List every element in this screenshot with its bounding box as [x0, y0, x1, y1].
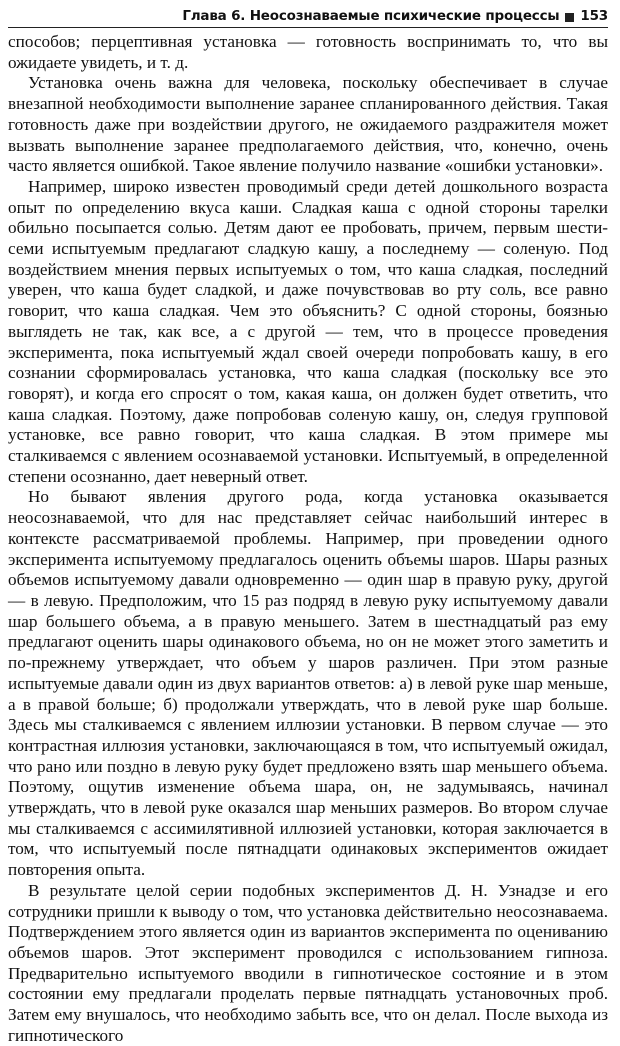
paragraph: способов; перцептивная установка — готовность воспринимать то, что вы ожидаете увидеть, и т. д.: [8, 32, 608, 72]
chapter-title: Глава 6. Неосознаваемые психические процессы: [182, 8, 560, 24]
paragraph: Установка очень важна для человека, поскольку обеспечивает в случае внезапной необходимости выполнение заранее спланированного действия. Такая готовность даже при воздействии другого, не ожидаемого раздражителя может вызвать выполнение заранее предполагаемого действия, что, конечно, очень часто является ошибкой. Такое явление получило название «ошибки установки».: [8, 73, 608, 176]
square-bullet-icon: [565, 13, 574, 22]
running-header: [8, 0, 608, 28]
body-text: [8, 32, 608, 1046]
paragraph: В результате целой серии подобных экспериментов Д. Н. Узнадзе и его сотрудники пришли к выводу о том, что установка действительно неосознаваема. Подтверждением этого является один из вариантов эксперимента по оцениванию объемов шаров. Этот эксперимент проводился с использованием гипноза. Предварительно испытуемого вводили в гипнотическое состояние и в этом состоянии ему предлагали проделать первые пятнадцать установочных проб. Затем ему внушалось, что необходимо забыть все, что он делал. После выхода из гипнотического: [8, 880, 608, 1045]
page-number: 153: [580, 8, 608, 24]
paragraph: Но бывают явления другого рода, когда установка оказывается неосознаваемой, что для нас представляет сейчас наибольший интерес в контексте рассматриваемой проблемы. Например, при проведении одного эксперимента испытуемому предлагалось оценить объемы шаров. Шары разных объемов испытуемому давали одновременно — один шар в правую руку, другой — в левую. Предположим, что 15 раз подряд в левую руку испытуемому давали шар большего объема, а в правую меньшего. Затем в шестнадцатый раз ему предлагают оценить шары одинакового объема, но он не может этого заметить и по-прежнему утверждает, что объем у шаров различен. При этом разные испытуемые давали один из двух вариантов ответов: а) в левой руке шар меньше, а в правой больше; б) продолжали утверждать, что в левой руке шар больше. Здесь мы сталкиваемся с явлением иллюзии установки. В первом случае — это контрастная иллюзия установки, заключающаяся в том, что испытуемый ожидал, что рано или поздно в левую руку будет предложено взять шар меньшего объема. Поэтому, ощутив изменение объема шара, он, не задумываясь, начинал утверждать, что в левой руке оказался шар меньших размеров. Во втором случае мы сталкиваемся с ассимилятивной иллюзией установки, которая заключается в том, что испытуемый после пятнадцати одинаковых экспериментов ожидает повторения опыта.: [8, 487, 608, 880]
paragraph: Например, широко известен проводимый среди детей дошкольного возраста опыт по определению вкуса каши. Сладкая каша с одной стороны тарелки обильно посыпается солью. Детям дают ее пробовать, причем, первым шести-семи испытуемым предлагают сладкую кашу, а последнему — соленую. Под воздействием мнения первых испытуемых о том, что каша сладкая, последний уверен, что каша будет сладкой, и даже почувствовав во рту соль, все равно говорит, что каша сладкая. Чем это объяснить? С одной стороны, боязнью выглядеть не так, как все, а с другой — тем, что в процессе проведения эксперимента, пока испытуемый ждал своей очереди попробовать кашу, в его сознании сформировалась установка, что каша сладкая (поскольку все это говорят), и когда его спросят о том, какая каша, он должен будет ответить, что каша сладкая. Поэтому, даже попробовав соленую кашу, он, следуя групповой установке, все равно говорит, что каша сладкая. В этом примере мы сталкиваемся с явлением осознаваемой установки. Испытуемый, в определенной степени осознанно, дает неверный ответ.: [8, 176, 608, 486]
